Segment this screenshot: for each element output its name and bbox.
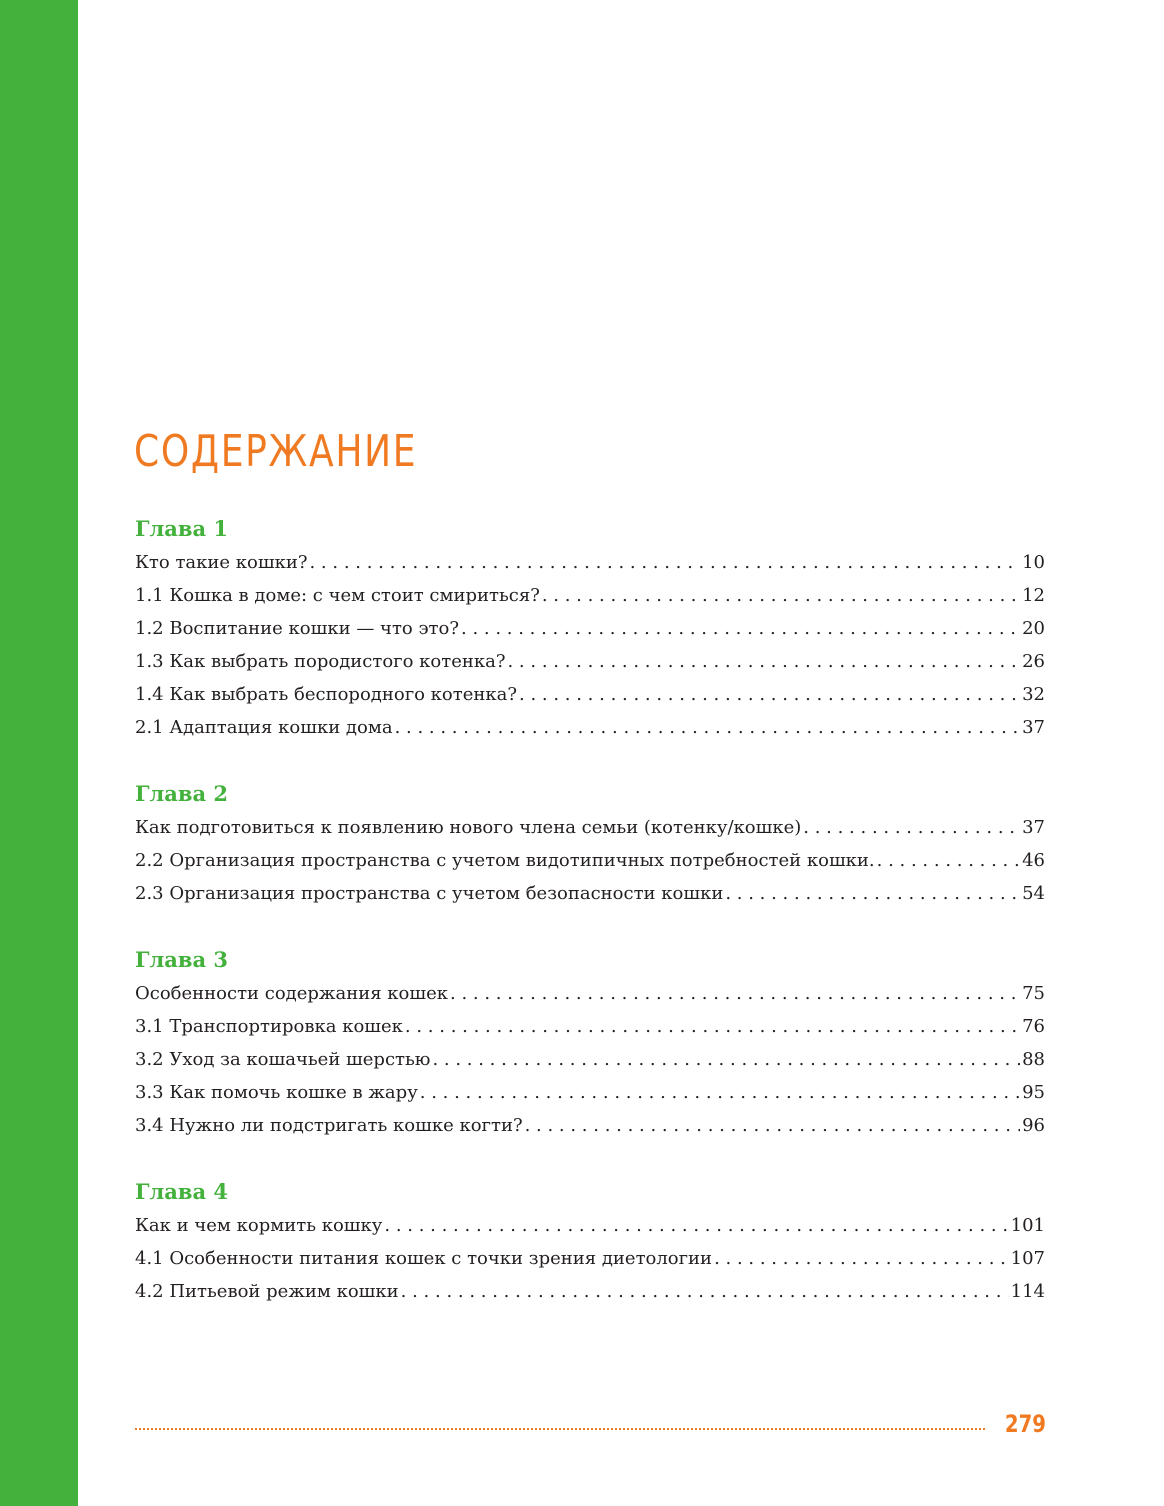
- entry-page-number: 114: [1010, 1281, 1045, 1302]
- dot-leader: [877, 844, 1020, 877]
- entry-title: 3.4 Нужно ли подстригать кошке когти?: [135, 1115, 523, 1136]
- dot-leader: [507, 645, 1020, 678]
- toc-entry[interactable]: [135, 1242, 1045, 1275]
- page-number: 279: [1004, 1410, 1046, 1438]
- page-title: СОДЕРЖАНИЕ: [134, 426, 418, 477]
- chapter-heading: Глава 4: [135, 1179, 229, 1204]
- toc-entry[interactable]: [135, 844, 1045, 877]
- dot-leader: [395, 711, 1021, 744]
- entry-page-number: 10: [1022, 552, 1045, 573]
- toc-entry[interactable]: [135, 877, 1045, 910]
- entry-page-number: 32: [1022, 684, 1045, 705]
- dot-leader: [432, 1043, 1020, 1076]
- entry-page-number: 37: [1022, 717, 1045, 738]
- toc-entry[interactable]: [135, 1209, 1045, 1242]
- toc-entry[interactable]: [135, 1010, 1045, 1043]
- entry-title: Как подготовиться к появлению нового члена семьи (котенку/кошке): [135, 817, 802, 838]
- dot-leader: [405, 1010, 1020, 1043]
- entry-title: Как и чем кормить кошку: [135, 1215, 383, 1236]
- toc-entry[interactable]: [135, 1043, 1045, 1076]
- toc-entry[interactable]: [135, 1076, 1045, 1109]
- dot-leader: [525, 1109, 1021, 1142]
- entry-title: 2.2 Организация пространства с учетом видотипичных потребностей кошки.: [135, 850, 875, 871]
- entry-title: 4.1 Особенности питания кошек с точки зрения диетологии: [135, 1248, 713, 1269]
- entry-page-number: 101: [1010, 1215, 1045, 1236]
- dot-leader: [725, 877, 1020, 910]
- dot-leader: [420, 1076, 1020, 1109]
- entry-page-number: 95: [1022, 1082, 1045, 1103]
- entry-title: 4.2 Питьевой режим кошки: [135, 1281, 399, 1302]
- entry-page-number: 46: [1022, 850, 1045, 871]
- entry-page-number: 26: [1022, 651, 1045, 672]
- chapter-heading: Глава 3: [135, 947, 229, 972]
- chapter-4: [135, 1175, 1045, 1308]
- entry-title: 2.3 Организация пространства с учетом безопасности кошки: [135, 883, 724, 904]
- chapter-heading: Глава 2: [135, 781, 229, 806]
- table-of-contents: [135, 512, 1045, 1341]
- toc-entry[interactable]: [135, 811, 1045, 844]
- toc-entry[interactable]: [135, 579, 1045, 612]
- entry-title: Особенности содержания кошек: [135, 983, 449, 1004]
- entry-page-number: 88: [1022, 1049, 1045, 1070]
- entry-title: 2.1 Адаптация кошки дома: [135, 717, 393, 738]
- dot-leader: [309, 546, 1020, 579]
- entry-title: 1.2 Воспитание кошки — что это?: [135, 618, 459, 639]
- entry-title: 1.4 Как выбрать беспородного котенка?: [135, 684, 518, 705]
- entry-title: 1.1 Кошка в доме: с чем стоит смириться?: [135, 585, 540, 606]
- entry-page-number: 96: [1022, 1115, 1045, 1136]
- dot-leader: [542, 579, 1020, 612]
- green-side-bar: [0, 0, 78, 1506]
- dot-leader: [401, 1275, 1009, 1308]
- entry-page-number: 107: [1010, 1248, 1045, 1269]
- chapter-heading: Глава 1: [135, 516, 229, 541]
- dot-leader: [384, 1209, 1008, 1242]
- toc-entry[interactable]: [135, 1109, 1045, 1142]
- chapter-3: [135, 943, 1045, 1142]
- dot-leader: [803, 811, 1020, 844]
- toc-entry[interactable]: [135, 678, 1045, 711]
- chapter-2: [135, 777, 1045, 910]
- dot-leader: [461, 612, 1020, 645]
- entry-title: 1.3 Как выбрать породистого котенка?: [135, 651, 506, 672]
- dot-leader: [519, 678, 1020, 711]
- toc-entry[interactable]: [135, 645, 1045, 678]
- toc-entry[interactable]: [135, 612, 1045, 645]
- entry-page-number: 54: [1022, 883, 1045, 904]
- entry-page-number: 75: [1022, 983, 1045, 1004]
- toc-entry[interactable]: [135, 546, 1045, 579]
- chapter-1: [135, 512, 1045, 744]
- entry-page-number: 76: [1022, 1016, 1045, 1037]
- entry-title: 3.3 Как помочь кошке в жару: [135, 1082, 418, 1103]
- entry-title: 3.2 Уход за кошачьей шерстью: [135, 1049, 431, 1070]
- entry-title: 3.1 Транспортировка кошек: [135, 1016, 403, 1037]
- footer-dotted-rule: [135, 1428, 985, 1430]
- toc-entry[interactable]: [135, 711, 1045, 744]
- dot-leader: [450, 977, 1020, 1010]
- entry-page-number: 12: [1022, 585, 1045, 606]
- entry-title: Кто такие кошки?: [135, 552, 308, 573]
- toc-entry[interactable]: [135, 1275, 1045, 1308]
- entry-page-number: 37: [1022, 817, 1045, 838]
- toc-entry[interactable]: [135, 977, 1045, 1010]
- dot-leader: [714, 1242, 1009, 1275]
- entry-page-number: 20: [1022, 618, 1045, 639]
